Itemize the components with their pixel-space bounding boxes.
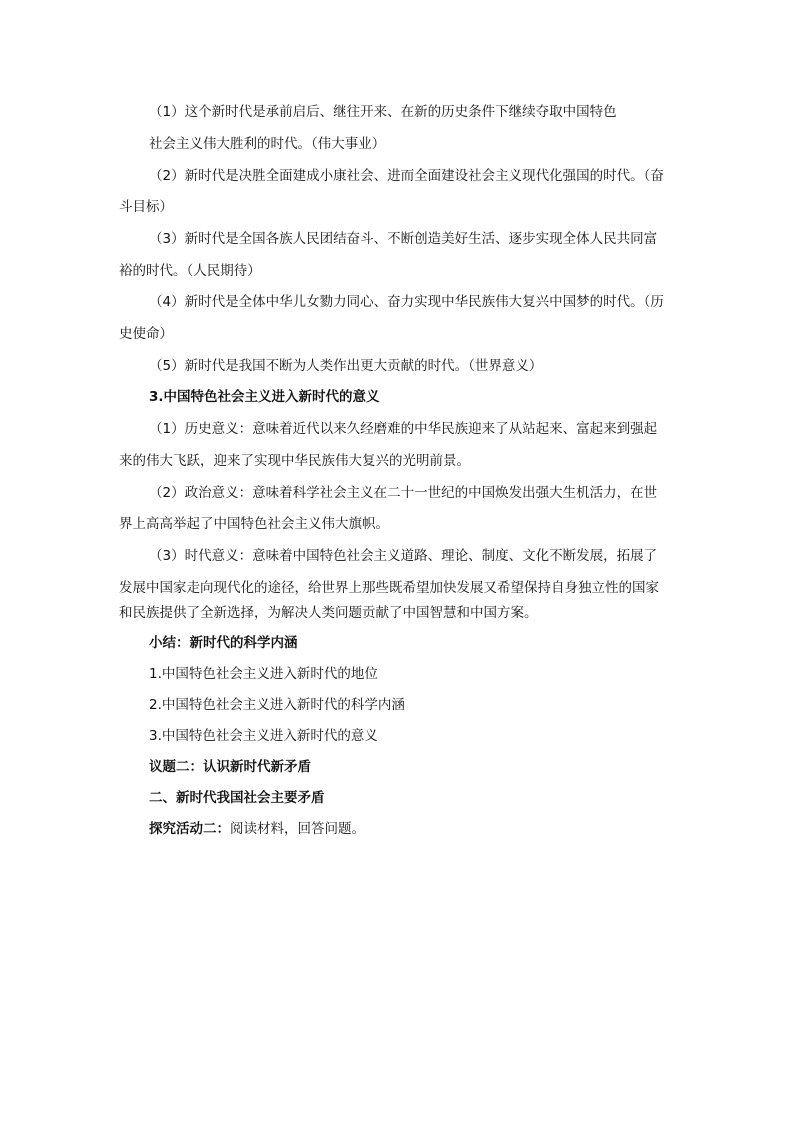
section-heading: 3.中国特色社会主义进入新时代的意义 (149, 389, 380, 405)
paragraph-line: （1）这个新时代是承前启后、继往开来、在新的历史条件下继续夺取中国特色 (149, 104, 617, 120)
section-heading: 二、新时代我国社会主要矛盾 (149, 790, 325, 806)
paragraph-line: 史使命） (119, 326, 173, 342)
paragraph-line: （3）新时代是全国各族人民团结奋斗、不断创造美好生活、逐步实现全体人民共同富 (149, 231, 658, 247)
paragraph-line: 发展中国家走向现代化的途径，给世界上那些既希望加快发展又希望保持自身独立性的国家 (119, 580, 659, 596)
list-item: 1.中国特色社会主义进入新时代的地位 (149, 666, 378, 682)
paragraph-line: （3）时代意义：意味着中国特色社会主义道路、理论、制度、文化不断发展，拓展了 (149, 548, 658, 564)
paragraph-line: 社会主义伟大胜利的时代。（伟大事业） (149, 136, 386, 152)
paragraph-line: 界上高高举起了中国特色社会主义伟大旗帜。 (119, 516, 389, 532)
summary-heading: 小结：新时代的科学内涵 (149, 635, 298, 651)
paragraph-line: （2）政治意义：意味着科学社会主义在二十一世纪的中国焕发出强大生机活力，在世 (149, 485, 658, 501)
activity-label: 探究活动二： (149, 821, 230, 837)
paragraph-line: 和民族提供了全新选择，为解决人类问题贡献了中国智慧和中国方案。 (119, 605, 538, 621)
paragraph-line: （4）新时代是全体中华儿女勠力同心、奋力实现中华民族伟大复兴中国梦的时代。（历 (149, 294, 664, 310)
paragraph-line: 裕的时代。（人民期待） (119, 263, 261, 279)
topic-heading: 议题二：认识新时代新矛盾 (149, 759, 311, 775)
paragraph-line: 斗目标） (119, 199, 173, 215)
list-item: 3.中国特色社会主义进入新时代的意义 (149, 728, 378, 744)
paragraph-line: （1）历史意义：意味着近代以来久经磨难的中华民族迎来了从站起来、富起来到强起 (149, 421, 658, 437)
activity-line (149, 821, 365, 837)
paragraph-line: （2）新时代是决胜全面建成小康社会、进而全面建设社会主义现代化强国的时代。（奋 (149, 168, 664, 184)
list-item: 2.中国特色社会主义进入新时代的科学内涵 (149, 697, 405, 713)
paragraph-line: 来的伟大飞跃，迎来了实现中华民族伟大复兴的光明前景。 (119, 453, 470, 469)
activity-instruction: 阅读材料，回答问题。 (230, 821, 365, 837)
paragraph-line: （5）新时代是我国不断为人类作出更大贡献的时代。（世界意义） (149, 358, 543, 374)
